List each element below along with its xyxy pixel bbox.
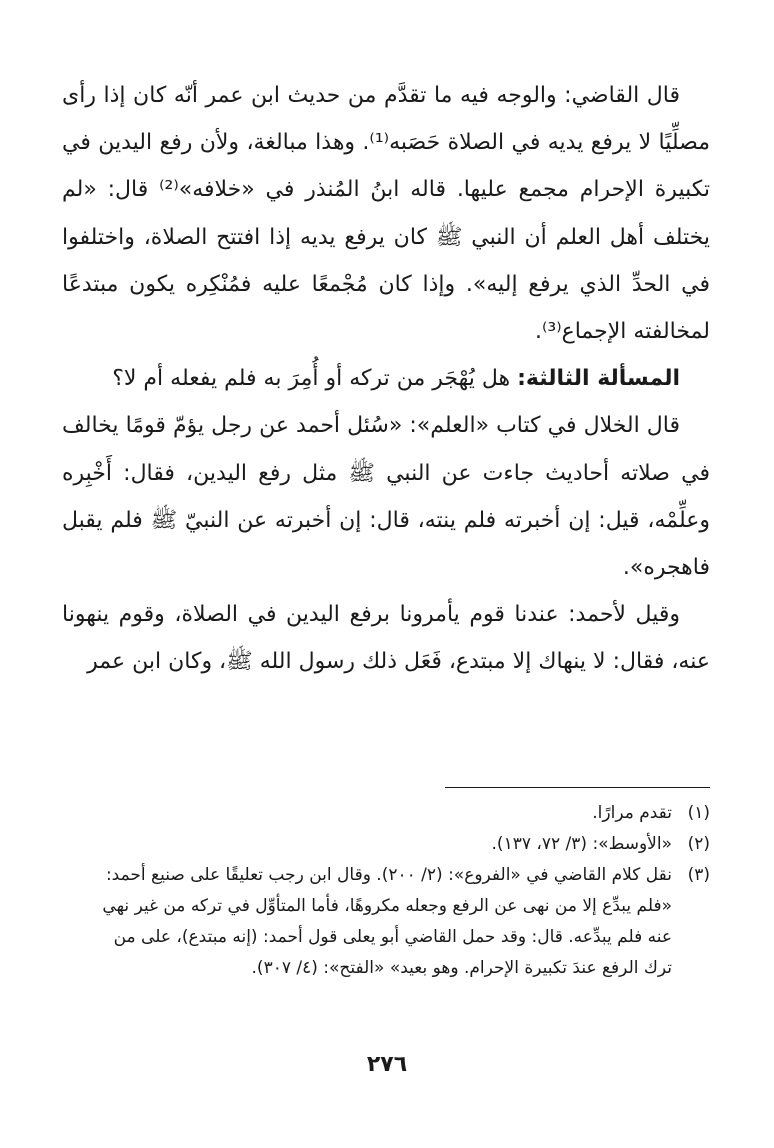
footnote-number: (١) <box>687 803 710 823</box>
paragraph-3: وقيل لأحمد: عندنا قوم يأمرونا برفع اليدين في الصلاة، وقوم ينهونا عنه، فقال: لا ينهاك إلا مبتدع، فَعَل ذلك رسول الله ﷺ، وكان ابن عمر <box>62 602 710 675</box>
footnote-line: «الأوسط»: (٣/ ٧٢، ١٣٧). <box>491 834 672 854</box>
footnote-line: نقل كلام القاضي في «الفروع»: (٢/ ٢٠٠). وقال ابن رجب تعليقًا على صنيع أحمد: <box>105 865 672 885</box>
issue-heading-question: هل يُهْجَر من تركه أو أُمِرَ به فلم يفعله أم لا؟ <box>112 366 511 392</box>
footnote-divider <box>445 787 710 788</box>
footnote-text <box>62 829 672 860</box>
footnote-text <box>62 860 672 984</box>
footnote-number: (٢) <box>687 834 710 854</box>
footnote-line: عنه فلم يبدِّعه. قال: وقد حمل القاضي أبو يعلى قول أحمد: (إنه مبتدع)، على من <box>113 927 672 947</box>
issue-heading-label: المسألة الثالثة: <box>517 366 680 392</box>
footnote-line: ترك الرفع عندَ تكبيرة الإحرام. وهو بعيد» «الفتح»: (٤/ ٣٠٧). <box>251 958 672 978</box>
footnote-2 <box>62 829 710 860</box>
footnote-text <box>62 798 672 829</box>
paragraph-2: قال الخلال في كتاب «العلم»: «سُئل أحمد عن رجل يؤمّ قومًا يخالف في صلاته أحاديث جاءت عن النبي ﷺ مثل رفع اليدين، فقال: أَخْبِره وعلِّمْه، قيل: إن أخبرته فلم ينته، قال: إن أخبرته عن النبيّ ﷺ فلم يقبل فاهجره». <box>62 413 710 581</box>
page-number: ٢٧٦ <box>366 1052 408 1077</box>
footnote-number: (٣) <box>687 865 710 885</box>
footnote-1 <box>62 798 710 829</box>
footnote-line: تقدم مرارًا. <box>592 803 672 823</box>
footnotes <box>62 798 710 984</box>
issue-heading <box>62 355 710 402</box>
footnote-line: «فلم يبدِّع إلا من نهى عن الرفع وجعله مكروهًا، فأما المتأوِّل في تركه من غير نهي <box>102 896 672 916</box>
footnote-3 <box>62 860 710 984</box>
main-text-body <box>62 72 710 686</box>
paragraph-1: قال القاضي: والوجه فيه ما تقدَّم من حديث ابن عمر أنّه كان إذا رأى مصلِّيًا لا يرفع يديه في الصلاة حَصَبه⁽¹⁾. وهذا مبالغة، ولأن رفع اليدين في تكبيرة الإحرام مجمع عليها. قاله ابنُ المُنذر في «خلافه»⁽²⁾ قال: «لم يختلف أهل العلم أن النبي ﷺ كان يرفع يديه إذا افتتح الصلاة، واختلفوا في الحدِّ الذي يرفع إليه». وإذا كان مُجْمعًا عليه فمُنْكِره يكون مبتدعًا لمخالفته الإجماع⁽³⁾. <box>62 83 711 345</box>
